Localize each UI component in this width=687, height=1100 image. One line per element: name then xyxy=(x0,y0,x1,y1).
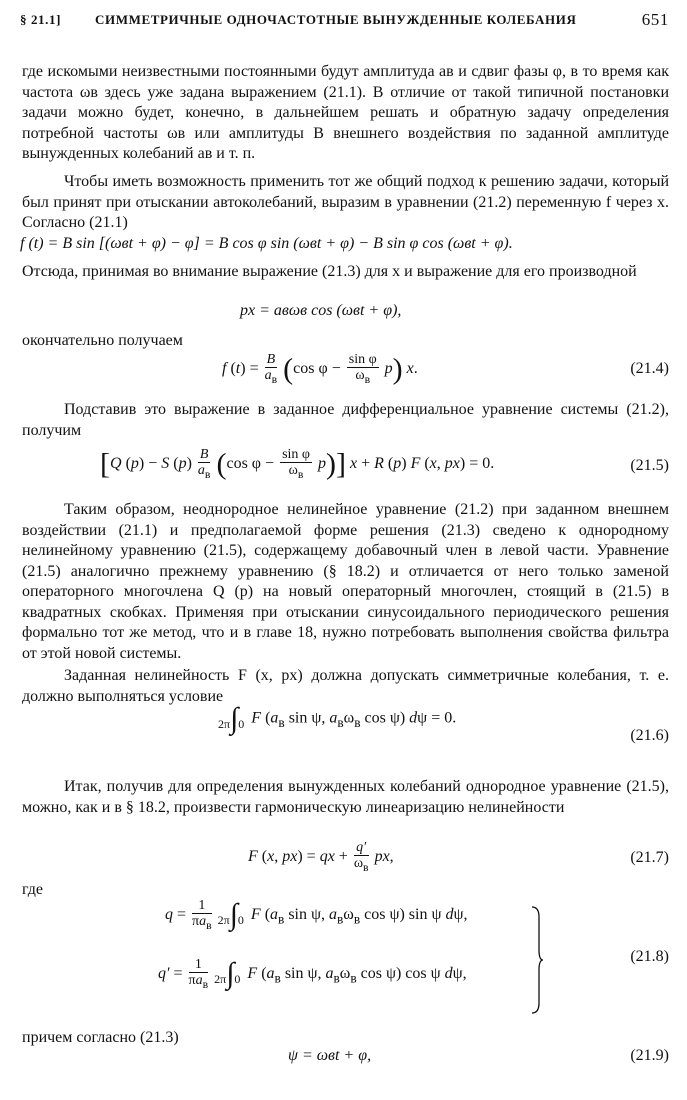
equation-21-8-number: (21.8) xyxy=(630,948,669,965)
page-number: 651 xyxy=(641,10,669,29)
equation-21-6: 2π∫0 F ($a_в$ sin ψ, $a_в\omega_в$ cos ψ) dψ = 0. (21.6) xyxy=(218,702,669,744)
paragraph-10: причем согласно (21.3) xyxy=(22,1029,179,1046)
equation-21-4: f (t) = $\frac{B}{a_в}$ (cos φ − $\frac{\text{sin φ}}{\omega_в}$ p) x. (21.4) xyxy=(222,352,669,386)
equation-px: px = aвωв cos (ωвt + φ), xyxy=(240,302,402,319)
paragraph-4: окончательно получаем xyxy=(22,332,183,349)
paragraph-6: Таким образом, неоднородное нелинейное уравнение (21.2) при заданном внешнем воздействии (21.1) и предполагаемой форме решения (21.3) сведено к однородному нелинейному уравнению (21.5), содержащему добавочный член в левой части. Уравнение (21.5) аналогично прежнему уравнению (§ 18.2) и отличается от него только заменой операторного многочлена Q (p) на новый операторный многочлен, стоящий в (21.5) в квадратных скобках. Применяя при отыскании синусоидального периодического решения формально тот же метод, что и в главе 18, нужно потребовать выполнения свойства фильтра от этой новой системы. xyxy=(22,501,669,662)
running-header xyxy=(20,10,669,32)
equation-21-7: F (x, px) = qx + $\frac{q'}{\omega_в}$ px, (21.7) xyxy=(248,840,669,874)
paragraph-8: Итак, получив для определения вынужденных колебаний однородное уравнение (21.5), можно, как и в § 18.2, произвести гармоническую линеаризацию нелинейности xyxy=(22,778,669,816)
paragraph-7: Заданная нелинейность F (x, px) должна допускать симметричные колебания, т. е. должно выполняться условие xyxy=(22,667,669,705)
paragraph-2: Чтобы иметь возможность применить тот же общий подход к решению задачи, который был принят при отыскании автоколебаний, выразим в уравнении (21.2) переменную f через x. Согласно (21.1) xyxy=(22,173,669,231)
equation-q-prime: q′ = $\frac{1}{\pi a_в}$ 2π∫0 F ($a_в$ sin ψ, $a_в\omega_в$ cos ψ) cos ψ dψ, xyxy=(158,957,467,991)
section-ref: § 21.1] xyxy=(20,12,62,27)
equation-f: f (t) = B sin [(ωвt + φ) − φ] = B cos φ sin (ωвt + φ) − B sin φ cos (ωвt + φ). xyxy=(20,235,513,252)
paragraph-3: Отсюда, принимая во внимание выражение (21.3) для x и выражение для его производной xyxy=(22,263,637,280)
equation-21-5: [Q (p) − S (p) $\frac{B}{a_в}$ (cos φ − $\frac{\text{sin φ}}{\omega_в}$ p)] x + R (p) F (x, px) = 0. (21.5) xyxy=(100,447,669,481)
paragraph-1: где искомыми неизвестными постоянными будут амплитуда aв и сдвиг фазы φ, в то время как частота ωв здесь уже задана выражением (21.1). В отличие от такой типичной постановки задачи можно будет, конечно, в дальнейшем решать и обратную задачу определения потребной частоты ωв или амплитуды B внешнего воздействия по заданной амплитуде вынужденных колебаний aв и т. п. xyxy=(22,63,669,162)
header-title: СИММЕТРИЧНЫЕ ОДНОЧАСТОТНЫЕ ВЫНУЖДЕННЫЕ КОЛЕБАНИЯ xyxy=(95,12,577,27)
paragraph-5: Подставив это выражение в заданное дифференциальное уравнение системы (21.2), получим xyxy=(22,401,669,439)
equation-21-9: ψ = ωвt + φ, (21.9) xyxy=(288,1047,669,1064)
paragraph-9: где xyxy=(22,881,44,898)
equation-q: q = $\frac{1}{\pi a_в}$ 2π∫0 F ($a_в$ sin ψ, $a_в\omega_в$ cos ψ) sin ψ dψ, xyxy=(165,898,468,932)
